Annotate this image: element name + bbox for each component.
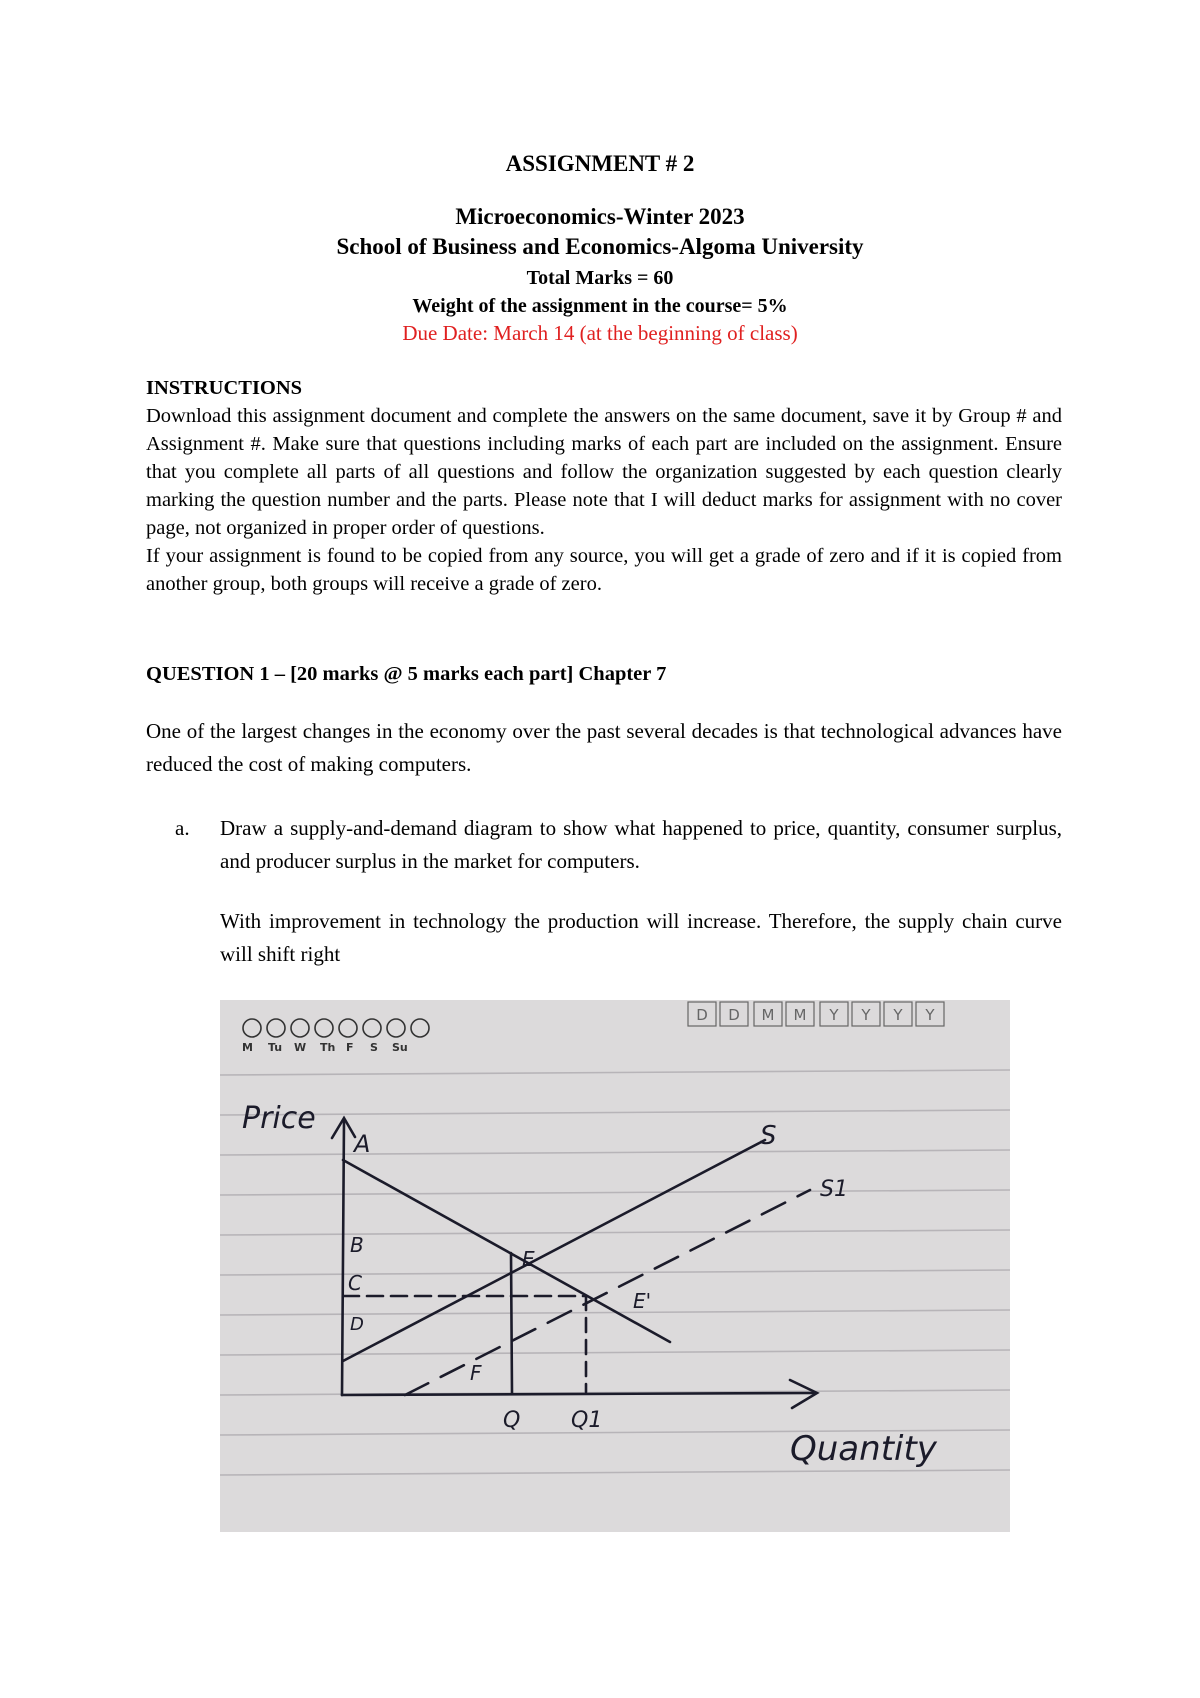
- assignment-weight: Weight of the assignment in the course= 5%: [412, 295, 788, 317]
- day-f: F: [346, 1041, 354, 1054]
- due-date: Due Date: March 14 (at the beginning of class): [402, 321, 798, 345]
- date-box-label: Y: [925, 1006, 935, 1024]
- date-box-label: M: [793, 1006, 807, 1024]
- assignment-title: ASSIGNMENT # 2: [505, 151, 695, 176]
- school-name: School of Business and Economics-Algoma University: [336, 234, 864, 259]
- date-box-label: D: [696, 1006, 708, 1024]
- point-a-label: A: [354, 1130, 371, 1158]
- point-d-label: D: [350, 1314, 364, 1335]
- point-f-label: F: [470, 1361, 482, 1385]
- part-a-text: Draw a supply-and-demand diagram to show what happened to price, quantity, consumer surplus, and producer surplus in the market for computers.: [220, 816, 1062, 873]
- point-e1-label: E': [633, 1289, 652, 1313]
- q1-label: Q1: [571, 1408, 603, 1433]
- course-name: Microeconomics-Winter 2023: [455, 204, 745, 229]
- total-marks: Total Marks = 60: [526, 267, 674, 289]
- day-m: M: [242, 1041, 253, 1054]
- part-a-answer: With improvement in technology the production will increase. Therefore, the supply chain curve will shift right: [220, 909, 1062, 966]
- supply-demand-sketch-photo: [220, 1000, 1010, 1532]
- q-guide-line: [511, 1253, 512, 1393]
- day-w: W: [294, 1041, 307, 1054]
- q-label: Q: [503, 1408, 521, 1433]
- question-1-intro: One of the largest changes in the economy over the past several decades is that technological advances have reduced the cost of making computers.: [146, 719, 1062, 776]
- day-su: Su: [392, 1041, 408, 1054]
- point-c-label: C: [348, 1271, 362, 1295]
- instructions-heading: INSTRUCTIONS: [146, 377, 303, 399]
- price-axis-label: Price: [242, 1101, 316, 1136]
- point-e-label: E: [522, 1247, 535, 1271]
- point-b-label: B: [350, 1233, 364, 1257]
- question-1-heading: QUESTION 1 – [20 marks @ 5 marks each part] Chapter 7: [146, 663, 667, 685]
- date-box-label: M: [761, 1006, 775, 1024]
- instructions-plagiarism-note: If your assignment is found to be copied from any source, you will get a grade of zero and if it is copied from another group, both groups will receive a grade of zero.: [146, 545, 1062, 595]
- instructions-body: [146, 402, 1062, 598]
- part-a-marker: a.: [175, 816, 190, 840]
- date-box-label: Y: [829, 1006, 839, 1024]
- s-label: S: [760, 1121, 777, 1151]
- day-tu: Tu: [268, 1041, 283, 1054]
- s1-label: S1: [820, 1177, 848, 1202]
- instructions-paragraph: Download this assignment document and complete the answers on the same document, save it by Group # and Assignment #. Make sure that questions including marks of each part are included on the assignment. Ensure that you complete all parts of all questions and follow the organization suggested by each question clearly marking the question number and the parts. Please note that I will deduct marks for assignment with no cover page, not organized in proper order of questions.: [146, 405, 1062, 539]
- quantity-axis-label: Quantity: [790, 1429, 937, 1469]
- date-box-label: D: [728, 1006, 740, 1024]
- date-box-label: Y: [893, 1006, 903, 1024]
- date-box-label: Y: [861, 1006, 871, 1024]
- day-th: Th: [320, 1041, 336, 1054]
- day-s: S: [370, 1041, 378, 1054]
